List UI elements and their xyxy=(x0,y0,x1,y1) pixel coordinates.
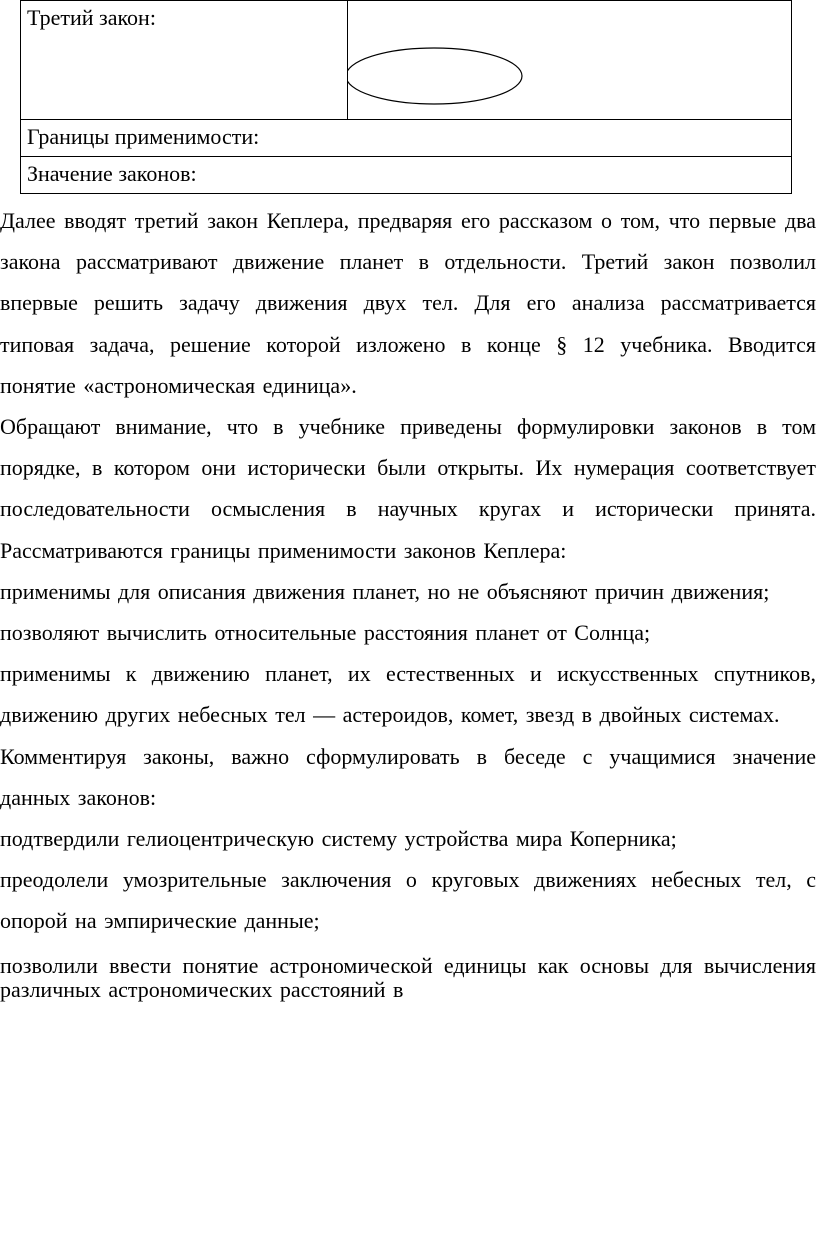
paragraph-law-order: Обращают внимание, что в учебнике приведены формулировки законов в том порядке, в котором они исторически были открыты. Их нумерация соответствует последовательности осмысления в научных кругах и исторически принята. Рассматриваются границы применимости законов Кеплера: xyxy=(0,414,816,563)
list-item-meaning-3: позволили ввести понятие астрономической единицы как основы для вычисления различных астрономических расстояний в xyxy=(0,952,816,1002)
list-item-applicability-3: применимы к движению планет, их естественных и искусственных спутников, движению других небесных тел — астероидов, комет, звезд в двойных системах. xyxy=(0,661,816,728)
paragraph-third-law-intro: Далее вводят третий закон Кеплера, предваряя его рассказом о том, что первые два закона рассматривают движение планет в отдельности. Третий закон позволил впервые решить задачу движения двух тел. Для его анализа рассматривается типовая задача, решение которой изложено в конце § 12 учебника. Вводится понятие «астрономическая единица». xyxy=(0,208,816,398)
list-item-meaning-2: преодолели умозрительные заключения о круговых движениях небесных тел, с опорой на эмпирические данные; xyxy=(0,867,816,934)
third-law-label: Третий закон: xyxy=(21,1,348,120)
table-row-meaning xyxy=(21,157,792,194)
list-item-meaning-1: подтвердили гелиоцентрическую систему устройства мира Коперника; xyxy=(0,826,677,852)
third-law-diagram-cell xyxy=(348,1,792,120)
meaning-label: Значение законов: xyxy=(21,157,792,194)
summary-table xyxy=(20,0,792,194)
list-item-applicability-2: позволяют вычислить относительные расстояния планет от Солнца; xyxy=(0,620,651,646)
orbit-ellipse xyxy=(348,48,522,104)
list-item-applicability-1: применимы для описания движения планет, но не объясняют причин движения; xyxy=(0,578,770,604)
boundaries-label: Границы применимости: xyxy=(21,120,792,157)
orbit-ellipse-diagram xyxy=(348,1,788,111)
table-row-third-law xyxy=(21,1,792,120)
paragraph-meaning-intro: Комментируя законы, важно сформулировать в беседе с учащимися значение данных законов: xyxy=(0,743,816,810)
table-row-boundaries xyxy=(21,120,792,157)
body-text xyxy=(0,200,816,1002)
